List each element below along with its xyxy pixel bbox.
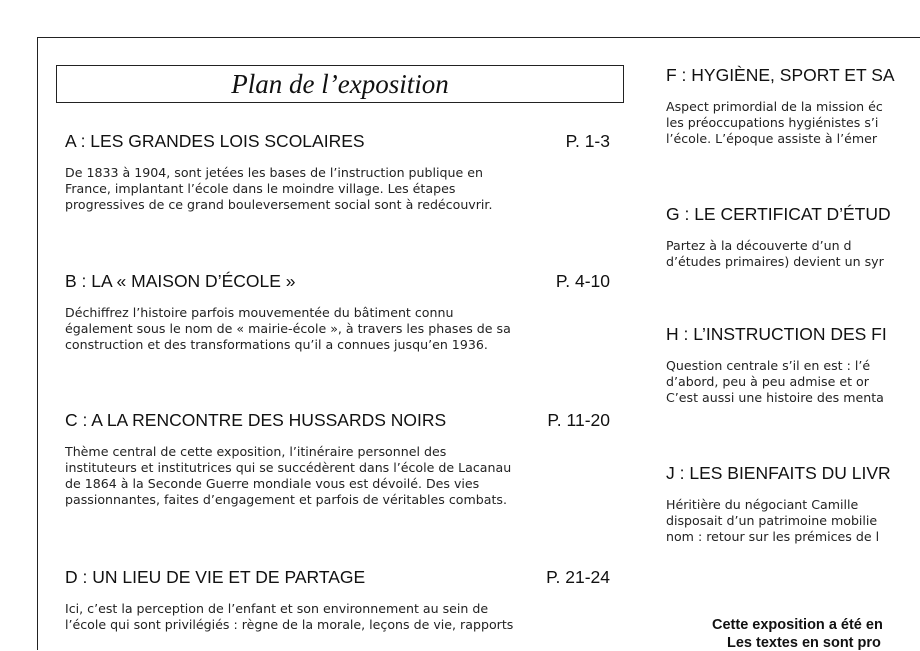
section-h-line: C’est aussi une histoire des menta bbox=[666, 390, 884, 405]
section-j-line: nom : retour sur les prémices de l bbox=[666, 529, 880, 544]
section-f-line: l’école. L’époque assiste à l’émer bbox=[666, 131, 878, 146]
section-d bbox=[65, 567, 610, 633]
section-c-pages: P. 11-20 bbox=[547, 410, 610, 430]
section-b-heading-row bbox=[65, 271, 610, 292]
section-c-line: passionnantes, faites d’engagement et parfois de véritables combats. bbox=[65, 492, 507, 507]
section-f-line: Aspect primordial de la mission éc bbox=[666, 99, 883, 114]
section-c bbox=[65, 410, 610, 508]
footnote-line-2: Les textes en sont pro bbox=[727, 635, 881, 651]
section-a-heading: A : LES GRANDES LOIS SCOLAIRES bbox=[65, 131, 365, 151]
section-h-heading: H : L’INSTRUCTION DES FI bbox=[666, 324, 887, 344]
section-b-body bbox=[65, 305, 610, 353]
section-c-line: instituteurs et institutrices qui se succédèrent dans l’école de Lacanau bbox=[65, 460, 512, 475]
footnote-line-1: Cette exposition a été en bbox=[712, 617, 883, 633]
section-g-line: Partez à la découverte d’un d bbox=[666, 238, 852, 253]
section-b-heading: B : LA « MAISON D’ÉCOLE » bbox=[65, 271, 296, 291]
section-g bbox=[666, 204, 920, 270]
section-b-line: Déchiffrez l’histoire parfois mouvementée du bâtiment connu bbox=[65, 305, 454, 320]
section-a-body bbox=[65, 165, 610, 213]
section-h-heading-row bbox=[666, 324, 920, 345]
section-f-line: les préoccupations hygiénistes s’i bbox=[666, 115, 879, 130]
section-c-line: Thème central de cette exposition, l’itinéraire personnel des bbox=[65, 444, 447, 459]
section-h-line: d’abord, peu à peu admise et or bbox=[666, 374, 869, 389]
section-f-heading: F : HYGIÈNE, SPORT ET SA bbox=[666, 65, 895, 85]
section-h bbox=[666, 324, 920, 406]
section-g-line: d’études primaires) devient un syr bbox=[666, 254, 884, 269]
title-box bbox=[56, 65, 624, 103]
section-j-body bbox=[666, 497, 920, 545]
section-d-pages: P. 21-24 bbox=[546, 567, 610, 587]
section-j-heading-row bbox=[666, 463, 920, 484]
section-j bbox=[666, 463, 920, 545]
section-b bbox=[65, 271, 610, 353]
section-c-body bbox=[65, 444, 610, 508]
section-c-heading-row bbox=[65, 410, 610, 431]
page-border-left bbox=[37, 37, 38, 650]
section-d-heading: D : UN LIEU DE VIE ET DE PARTAGE bbox=[65, 567, 366, 587]
section-d-line: Ici, c’est la perception de l’enfant et son environnement au sein de bbox=[65, 601, 489, 616]
section-g-heading-row bbox=[666, 204, 920, 225]
section-c-line: de 1864 à la Seconde Guerre mondiale vous est dévoilé. Des vies bbox=[65, 476, 480, 491]
section-g-heading: G : LE CERTIFICAT D’ÉTUD bbox=[666, 204, 891, 224]
section-d-body bbox=[65, 601, 610, 633]
section-f bbox=[666, 65, 920, 147]
section-j-line: Héritière du négociant Camille bbox=[666, 497, 859, 512]
section-h-body bbox=[666, 358, 920, 406]
section-b-pages: P. 4-10 bbox=[555, 271, 610, 291]
section-j-heading: J : LES BIENFAITS DU LIVR bbox=[666, 463, 891, 483]
section-a-line: De 1833 à 1904, sont jetées les bases de l’instruction publique en bbox=[65, 165, 483, 180]
section-a-line: progressives de ce grand bouleversement social sont à redécouvrir. bbox=[65, 197, 493, 212]
section-a-pages: P. 1-3 bbox=[565, 131, 610, 151]
section-f-body bbox=[666, 99, 920, 147]
section-a bbox=[65, 131, 610, 213]
section-g-body bbox=[666, 238, 920, 270]
section-j-line: disposait d’un patrimoine mobilie bbox=[666, 513, 878, 528]
section-b-line: construction et des transformations qu’il a connues jusqu’en 1936. bbox=[65, 337, 488, 352]
page-border-top bbox=[37, 37, 920, 38]
section-f-heading-row bbox=[666, 65, 920, 86]
section-h-line: Question centrale s’il en est : l’é bbox=[666, 358, 871, 373]
section-a-line: France, implantant l’école dans le moindre village. Les étapes bbox=[65, 181, 456, 196]
section-a-heading-row bbox=[65, 131, 610, 152]
section-c-heading: C : A LA RENCONTRE DES HUSSARDS NOIRS bbox=[65, 410, 447, 430]
section-b-line: également sous le nom de « mairie-école », à travers les phases de sa bbox=[65, 321, 511, 336]
section-d-line: l’école qui sont privilégiés : règne de la morale, leçons de vie, rapports bbox=[65, 617, 514, 632]
page-title: Plan de l’exposition bbox=[231, 68, 449, 99]
section-d-heading-row bbox=[65, 567, 610, 588]
